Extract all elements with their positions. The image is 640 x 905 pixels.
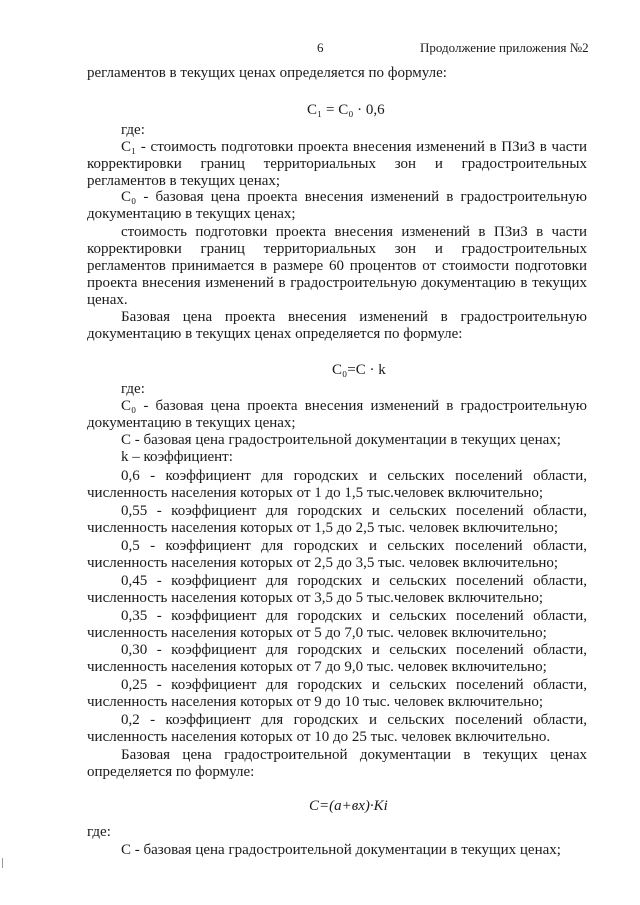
text-line: 0,55 - коэффициент для городских и сельских поселений области, bbox=[121, 503, 587, 519]
text-line: документацию в текущих ценах определяется по формуле: bbox=[87, 326, 463, 342]
text-line: С₀ - базовая цена проекта внесения изменений в градостроительную bbox=[121, 189, 587, 205]
text-line: С - базовая цена градостроительной документации в текущих ценах; bbox=[121, 842, 561, 858]
text-line: проекта внесения изменений в градостроительную документацию в текущих bbox=[87, 275, 587, 291]
scan-edge-mark bbox=[2, 858, 3, 868]
text-line: численность населения которых от 7 до 9,0 тыс. человек включительно; bbox=[87, 659, 547, 675]
text-line: численность населения которых от 10 до 25 тыс. человек включительно. bbox=[87, 729, 551, 745]
formula-c1: С₁ = С₀ · 0,6 bbox=[307, 102, 385, 118]
text-line: численность населения которых от 9 до 10 тыс. человек включительно; bbox=[87, 694, 544, 710]
text-line: документацию в текущих ценах; bbox=[87, 415, 296, 431]
text-line: С - базовая цена градостроительной документации в текущих ценах; bbox=[121, 432, 561, 448]
text-line: стоимость подготовки проекта внесения изменений в ПЗиЗ в части bbox=[121, 224, 587, 240]
formula-c0: С₀=С · k bbox=[332, 362, 386, 378]
text-line: численность населения которых от 5 до 7,0 тыс. человек включительно; bbox=[87, 625, 547, 641]
text-line: Базовая цена проекта внесения изменений в градостроительную bbox=[121, 309, 587, 325]
text-line: корректировки границ территориальных зон и градостроительных bbox=[87, 241, 587, 257]
text-line: ценах. bbox=[87, 292, 128, 308]
text-line: k – коэффициент: bbox=[121, 449, 233, 465]
text-line: 0,5 - коэффициент для городских и сельских поселений области, bbox=[121, 538, 587, 554]
text-line: 0,2 - коэффициент для городских и сельских поселений области, bbox=[121, 712, 587, 728]
text-line: регламентов в текущих ценах определяется по формуле: bbox=[87, 65, 447, 81]
text-line: определяется по формуле: bbox=[87, 764, 255, 780]
text-line: 0,25 - коэффициент для городских и сельских поселений области, bbox=[121, 677, 587, 693]
page-number: 6 bbox=[317, 40, 324, 55]
text-line: 0,30 - коэффициент для городских и сельских поселений области, bbox=[121, 642, 587, 658]
text-line: С₀ - базовая цена проекта внесения изменений в градостроительную bbox=[121, 398, 587, 414]
text-line: 0,45 - коэффициент для городских и сельских поселений области, bbox=[121, 573, 587, 589]
text-line: Базовая цена градостроительной документации в текущих ценах bbox=[121, 747, 587, 763]
formula-c: С=(а+вх)·Кi bbox=[309, 798, 388, 814]
text-line: С₁ - стоимость подготовки проекта внесения изменений в ПЗиЗ в части bbox=[121, 139, 587, 155]
text-line: численность населения которых от 2,5 до 3,5 тыс. человек включительно; bbox=[87, 555, 559, 571]
appendix-continuation-note: Продолжение приложения №2 bbox=[420, 40, 589, 55]
text-line: корректировки границ территориальных зон и градостроительных bbox=[87, 156, 587, 172]
text-line: регламентов в текущих ценах; bbox=[87, 173, 281, 189]
text-line: 0,35 - коэффициент для городских и сельских поселений области, bbox=[121, 608, 587, 624]
text-line: где: bbox=[121, 122, 145, 138]
text-line: численность населения которых от 3,5 до 5 тыс.человек включительно; bbox=[87, 590, 544, 606]
text-line: численность населения которых от 1 до 1,5 тыс.человек включительно; bbox=[87, 485, 544, 501]
text-line: 0,6 - коэффициент для городских и сельских поселений области, bbox=[121, 468, 587, 484]
text-line: где: bbox=[121, 381, 145, 397]
text-line: документацию в текущих ценах; bbox=[87, 206, 296, 222]
text-line: где: bbox=[87, 824, 111, 840]
text-line: регламентов принимается в размере 60 процентов от стоимости подготовки bbox=[87, 258, 587, 274]
text-line: численность населения которых от 1,5 до 2,5 тыс. человек включительно; bbox=[87, 520, 559, 536]
